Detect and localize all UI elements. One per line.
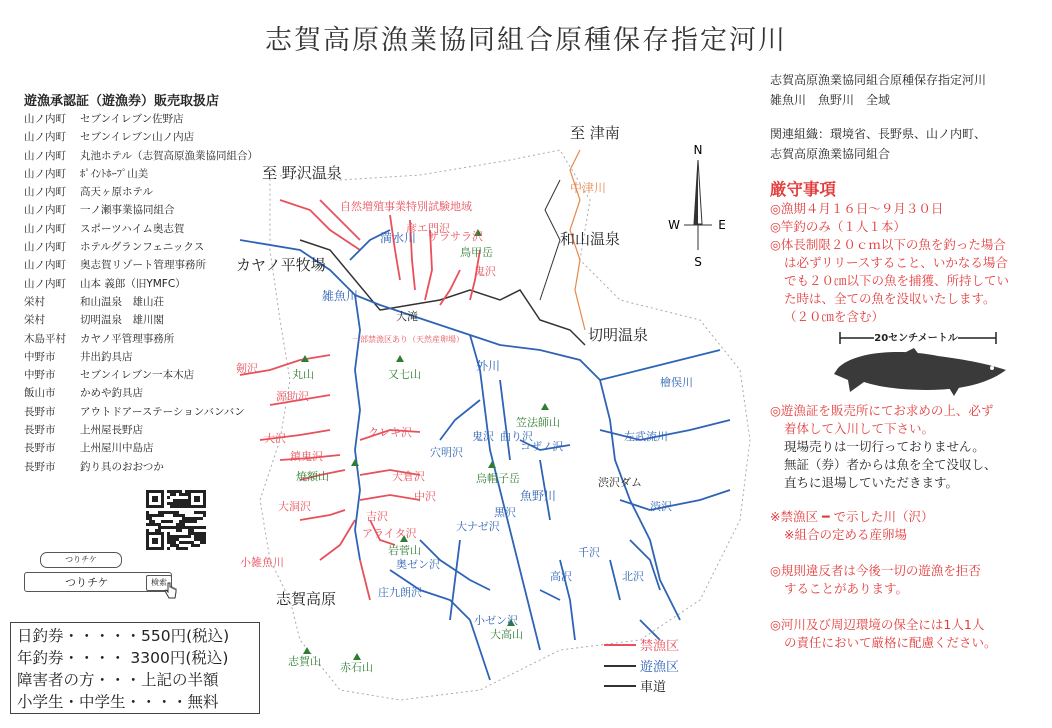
price-students: 小学生・中学生・・・・無料 <box>17 693 219 711</box>
rule-rod: ◎竿釣のみ（１人１本） <box>770 219 906 234</box>
info-rivers <box>770 70 986 110</box>
rule-season: ◎漁期４月１６日～９月３０日 <box>770 201 944 216</box>
label-kiriake: 切明温泉 <box>588 326 649 344</box>
shop-name: 高天ヶ原ホテル <box>80 186 153 199</box>
river-map <box>210 120 765 720</box>
label-shiga-yama: 志賀山 <box>288 655 321 668</box>
shop-town: 中野市 <box>24 350 56 363</box>
shop-name: 井出釣具店 <box>80 350 133 363</box>
label-satake: 左武流川 <box>624 430 668 443</box>
info-line: 志賀高原漁業協同組合 <box>770 147 891 161</box>
rule-size-5: （２０㎝を含む） <box>784 309 885 324</box>
label-shozaburo: 庄九朗沢 <box>378 586 422 599</box>
shop-town: 山ノ内町 <box>24 131 66 144</box>
label-kureki: クレキ沢 <box>368 426 412 439</box>
shop-town: 山ノ内町 <box>24 222 66 235</box>
label-anaake: 穴明沢 <box>430 446 463 459</box>
price-day: 日釣券・・・・・550円(税込) <box>17 627 230 645</box>
label-kenzawa: 剱沢 <box>236 362 258 375</box>
rule-size: ◎体長制限２０ｃｍ以下の魚を釣った場合 <box>770 237 1006 252</box>
label-kurosawa: 黒沢 <box>494 506 516 519</box>
shop-town: 長野市 <box>24 460 56 473</box>
legend-road: 車道 <box>640 680 667 695</box>
shop-name: ホテルグランフェニックス <box>80 241 205 254</box>
fish-label: 20センチメートル <box>874 333 958 344</box>
shop-town: 中野市 <box>24 369 56 382</box>
hand-pointer-icon <box>163 582 179 600</box>
label-to-tsunan: 至 津南 <box>570 124 620 142</box>
rule-closed: ※禁漁区 ━ で示した川（沢） <box>770 509 934 524</box>
rule-violation-2: することがあります。 <box>784 581 909 596</box>
rule-size-3: でも２０㎝以下の魚を捕獲、所持してい <box>784 273 1010 288</box>
rule-license-4: 無証（券）者からは魚を全て没収し、 <box>784 457 997 472</box>
label-soto: 外川 <box>476 359 501 373</box>
qr-code-icon[interactable] <box>146 490 206 550</box>
shop-name: セブンイレブン山ノ内店 <box>80 131 195 144</box>
label-uono: 魚野川 <box>520 489 557 503</box>
fish-size-icon <box>828 326 1020 402</box>
map-legend <box>604 638 679 695</box>
shop-town: 山ノ内町 <box>24 113 66 125</box>
label-zako: 雑魚川 <box>322 289 359 303</box>
shop-name: 上州屋川中島店 <box>80 442 154 455</box>
label-magari: 曲り沢 <box>500 430 533 443</box>
rule-size-4: た時は、全ての魚を没収いたします。 <box>784 291 996 306</box>
label-nakazawa: 中沢 <box>414 490 436 503</box>
shop-name: カヤノ平管理事務所 <box>80 332 175 345</box>
shop-name: 上州屋長野店 <box>80 424 143 437</box>
shop-town: 長野市 <box>24 424 56 437</box>
rules-title: 厳守事項 <box>770 180 836 199</box>
label-wayama: 和山温泉 <box>560 230 621 248</box>
shop-town: 栄村 <box>24 295 45 308</box>
label-otaka: 大高山 <box>490 628 523 641</box>
shop-name: 丸池ホテル（志賀高原漁業協同組合） <box>80 149 258 162</box>
shop-name: 切明温泉 雄川閣 <box>80 314 164 327</box>
label-sarasara: サラサラ沢 <box>428 230 483 243</box>
rule-environment-2: の責任において厳格に配慮ください。 <box>784 635 997 650</box>
shop-town: 山ノ内町 <box>24 204 66 217</box>
info-orgs <box>770 124 986 164</box>
label-torikabuto: 鳥甲岳 <box>460 246 493 259</box>
label-hinomata: 檜俣川 <box>660 376 693 389</box>
label-kinryo: 一部禁漁区あり（天然産卵場） <box>352 335 464 344</box>
shop-name: セブンイレブン一本木店 <box>80 369 195 382</box>
shop-name: 一ノ瀬事業協同組合 <box>80 204 175 217</box>
label-okura: 大倉沢 <box>392 470 425 483</box>
label-iwasuge: 岩菅山 <box>388 544 421 557</box>
rule-license-2: 着体して入川して下さい。 <box>784 421 935 436</box>
compass-e: E <box>718 218 726 232</box>
label-shizen: 自然増殖事業特別試験地域 <box>340 200 472 213</box>
label-senzawa: 千沢 <box>578 546 600 559</box>
label-odorozawa: 大洞沢 <box>278 500 311 513</box>
shop-town: 山ノ内町 <box>24 186 66 199</box>
info-line: 雑魚川 魚野川 全域 <box>770 93 891 107</box>
shop-town: 山ノ内町 <box>24 241 66 254</box>
label-takazawa: 高沢 <box>550 570 572 583</box>
label-yoshizawa: 吉沢 <box>366 510 388 523</box>
shop-name: セブンイレブン佐野店 <box>80 113 184 125</box>
shop-town: 山ノ内町 <box>24 259 66 272</box>
label-shibusawa: 渋沢 <box>650 500 672 513</box>
shop-name: 奥志賀リゾート管理事務所 <box>80 259 206 272</box>
info-line: 志賀高原漁業協同組合原種保存指定河川 <box>770 73 987 87</box>
rule-size-2: は必ずリリースすること、いかなる場合 <box>784 255 1008 270</box>
page-title: 志賀高原漁業協同組合原種保存指定河川 <box>265 25 787 56</box>
label-gensuke: 源助沢 <box>276 390 309 403</box>
rule-environment: ◎河川及び周辺環境の保全には1人1人 <box>770 617 985 632</box>
rule-violation: ◎規則違反者は今後一切の遊漁を拒否 <box>770 563 981 578</box>
rule-license-5: 直ちに退場していただきます。 <box>784 475 959 490</box>
legend-fishing: 遊漁区 <box>640 660 680 675</box>
label-maruyama: 丸山 <box>292 368 314 381</box>
label-kozako: 小雑魚川 <box>240 556 284 569</box>
shop-town: 栄村 <box>24 314 45 327</box>
price-year: 年釣券・・・・ 3300円(税込) <box>17 649 229 667</box>
shop-name: かめや釣具店 <box>80 387 143 400</box>
rule-license: ◎遊漁証を販売所にてお求めの上、必ず <box>770 403 994 418</box>
label-oni: 鬼沢 <box>474 265 496 278</box>
shop-town: 山ノ内町 <box>24 167 66 180</box>
label-kitazawa: 北沢 <box>622 570 644 583</box>
label-kozano: コザノ沢 <box>520 440 564 453</box>
label-yakibuta: 焼額山 <box>296 470 329 483</box>
label-otaki: 大滝 <box>396 310 418 323</box>
shop-name: 山本 義郎（旧YMFC） <box>80 277 186 290</box>
search-input[interactable]: つりチケ <box>24 572 172 592</box>
label-araita: アライタ沢 <box>362 527 417 540</box>
label-shiga: 志賀高原 <box>276 590 337 608</box>
label-akaishi: 赤石山 <box>340 661 373 674</box>
shop-town: 長野市 <box>24 405 56 418</box>
shop-town: 長野市 <box>24 442 56 455</box>
label-mansui: 満水川 <box>380 231 417 245</box>
shop-name: ﾎﾟｲﾝﾄﾎｰﾌﾟ山美 <box>80 167 149 180</box>
tsurichike-badge: つりチケ <box>40 552 122 568</box>
label-nakatsu: 中津川 <box>570 181 607 195</box>
label-osawa: 大沢 <box>264 432 286 445</box>
price-disabled: 障害者の方・・・上記の半額 <box>17 671 219 689</box>
label-onaze: 大ナゼ沢 <box>456 520 500 533</box>
info-line: 関連組織：環境省、長野県、山ノ内町、 <box>770 127 987 141</box>
shop-name: 釣り具のおおつか <box>80 460 164 473</box>
label-kayanodaira: カヤノ平牧場 <box>236 256 326 274</box>
label-kozen: 小ゼン沢 <box>474 614 518 627</box>
label-hikozaemon: 彦エ門沢 <box>406 222 450 235</box>
compass-w: W <box>668 218 680 232</box>
legend-closed: 禁漁区 <box>640 639 680 654</box>
label-eboshi: 烏帽子岳 <box>476 472 520 485</box>
label-matashichi: 又七山 <box>388 368 421 381</box>
shop-town: 飯山市 <box>24 387 56 400</box>
rule-license-3: 現場売りは一切行っておりません。 <box>784 439 985 454</box>
label-ketsuki: 鎮鬼沢 <box>290 450 323 463</box>
shop-town: 山ノ内町 <box>24 277 66 290</box>
label-onizawa2: 鬼沢 <box>472 430 494 443</box>
label-kasaho: 笠法師山 <box>516 416 560 429</box>
shop-name: アウトドアーステーションバンバン <box>80 405 245 418</box>
label-to-nozawa: 至 野沢温泉 <box>262 164 342 182</box>
search-button[interactable]: 検索 <box>146 575 172 591</box>
shop-town: 山ノ内町 <box>24 149 66 162</box>
compass-n: N <box>693 143 703 157</box>
shops-title: 遊漁承認証（遊漁券）販売取扱店 <box>24 94 220 109</box>
label-shibusawa-dam: 渋沢ダム <box>598 476 642 489</box>
shop-name: スポーツハイム奥志賀 <box>80 222 185 235</box>
label-okuzen: 奥ゼン沢 <box>396 558 440 571</box>
compass-s: S <box>694 255 702 269</box>
shop-name: 和山温泉 雄山荘 <box>80 295 164 308</box>
shop-town: 木島平村 <box>24 332 66 345</box>
rule-spawning: ※組合の定める産卵場 <box>784 527 907 542</box>
